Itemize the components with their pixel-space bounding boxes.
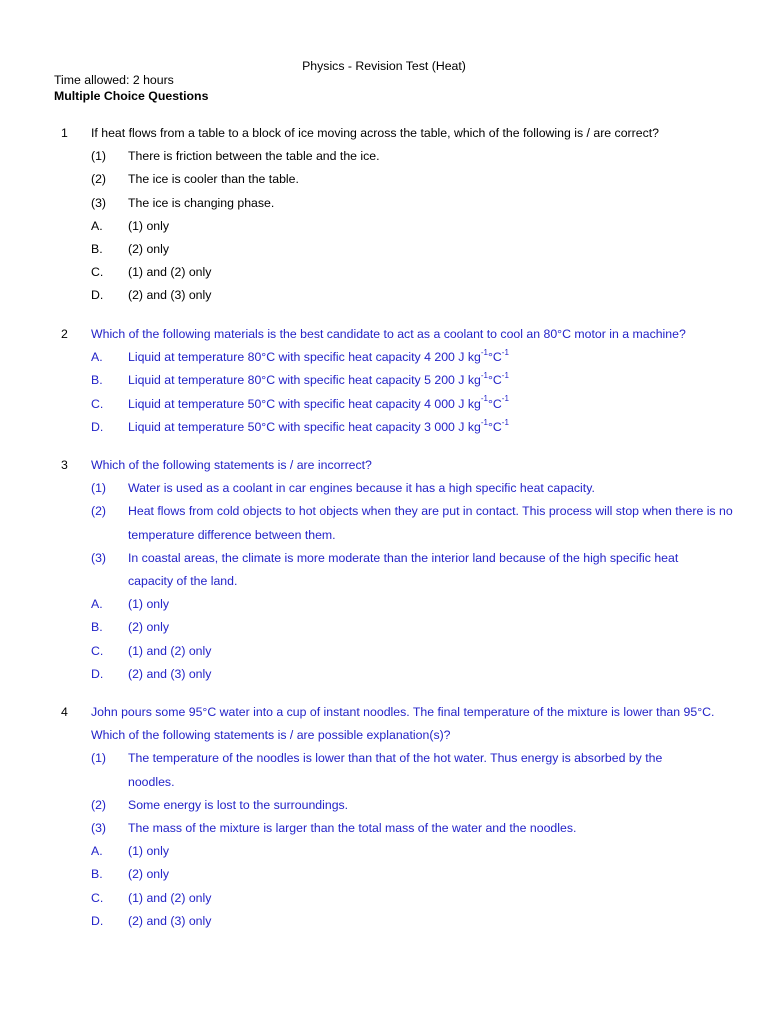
page-title: Physics - Revision Test (Heat) [302,59,466,73]
option-c: C. (1) and (2) only [91,265,212,280]
question-number: 4 [61,705,68,719]
statement-item: (1) Water is used as a coolant in car engines because it has a high specific heat capacity. [91,481,595,496]
question-2 [0,323,768,439]
option-a: A. (1) only [91,218,170,233]
question-stem: John pours some 95°C water into a cup of instant noodles. The final temperature of the mixture is lower than 95°C. Which of the following statements is / are possible explanation(s)? [91,705,715,743]
option-b: B. (2) only [91,241,170,256]
question-number: 1 [61,126,68,140]
option-b: B. Liquid at temperature 80°C with specific heat capacity 5 200 J $kg^{-1}^\circ C^{-1}$ [91,371,509,388]
option-a: A. (1) only [91,844,170,859]
question-number: 3 [61,458,68,472]
option-b: B. (2) only [91,867,170,882]
option-c: C. (1) and (2) only [91,890,212,905]
option-d: D. (2) and (3) only [91,666,212,681]
statement-item: (1) There is friction between the table and the ice. [91,149,380,164]
statement-item: (1) The temperature of the noodles is lower than that of the hot water. Thus energy is absorbed by the noodles. [91,751,663,789]
question-stem: Which of the following materials is the best candidate to act as a coolant to cool an 80°C motor in a machine? [91,327,686,341]
question-3 [0,454,768,686]
question-4 [0,701,768,933]
statement-item: (2) Some energy is lost to the surroundings. [91,797,349,812]
question-1 [0,122,768,308]
option-d: D. Liquid at temperature 50°C with specific heat capacity 3 000 J $kg^{-1}^\circ C^{-1}$ [91,417,509,434]
section-heading: Multiple Choice Questions [54,89,209,103]
option-a: A. (1) only [91,597,170,612]
time-allowed: Time allowed: 2 hours [54,73,174,87]
test-meta [54,72,208,104]
option-d: D. (2) and (3) only [91,913,212,928]
option-c: C. (1) and (2) only [91,643,212,658]
option-a: A. Liquid at temperature 80°C with specific heat capacity 4 200 J $kg^{-1}^\circ C^{-1}$ [91,348,509,365]
question-stem: If heat flows from a table to a block of ice moving across the table, which of the following is / are correct? [91,126,659,140]
statement-item: (2) The ice is cooler than the table. [91,172,299,187]
question-number: 2 [61,327,68,341]
question-stem: Which of the following statements is / are incorrect? [91,458,372,472]
option-b: B. (2) only [91,620,170,635]
statement-item: (3) In coastal areas, the climate is more moderate than the interior land because of the high specific heat capacity of the land. [91,550,679,588]
statement-item: (3) The ice is changing phase. [91,195,275,210]
option-d: D. (2) and (3) only [91,288,212,303]
statement-item: (3) The mass of the mixture is larger than the total mass of the water and the noodles. [91,820,577,835]
statement-item: (2) Heat flows from cold objects to hot objects when they are put in contact. This process will stop when there is no temperature difference between them. [91,504,733,542]
option-c: C. Liquid at temperature 50°C with specific heat capacity 4 000 J $kg^{-1}^\circ C^{-1}$ [91,394,509,411]
